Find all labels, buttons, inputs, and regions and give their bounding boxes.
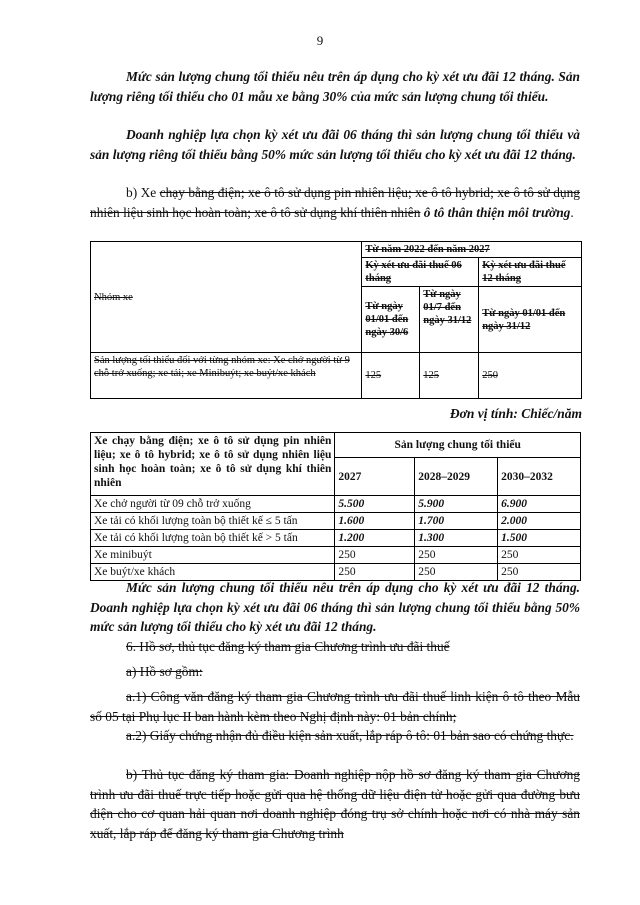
paragraph-section-6: 6. Hồ sơ, thủ tục đăng ký tham gia Chương trình ưu đãi thuế	[126, 639, 450, 654]
new-table-value: 1.200	[335, 530, 415, 547]
old-table-value: 250	[479, 353, 582, 399]
new-table-value: 1.700	[415, 513, 498, 530]
paragraph-vehicle-b	[90, 183, 580, 222]
old-table-value: 125	[420, 353, 479, 399]
new-table-value: 2.000	[498, 513, 581, 530]
new-table-row-label: Xe buýt/xe khách	[91, 564, 335, 581]
old-table-group-header: Nhóm xe	[91, 242, 362, 353]
old-table-sub2: Từ ngày 01/7 đến ngày 31/12	[420, 287, 479, 353]
new-table-row-label: Xe tải có khối lượng toàn bộ thiết kế > 5 tấn	[91, 530, 335, 547]
vehicle-b-struck-text: chạy bằng điện; xe ô tô sử dụng pin nhiên liệu; xe ô tô hybrid; xe ô tô sử dụng nhiên liệu sinh học hoàn toàn; xe ô tô sử dụng khí thiên nhiên	[90, 185, 581, 220]
new-table-value: 250	[498, 547, 581, 564]
page-number: 9	[316, 33, 324, 48]
old-table-sub3: Từ ngày 01/01 đến ngày 31/12	[479, 287, 582, 353]
vehicle-b-end: .	[570, 204, 574, 220]
new-table-row-label: Xe tải có khối lượng toàn bộ thiết kế ≤ 5 tấn	[91, 513, 335, 530]
unit-label: Đơn vị tính: Chiếc/năm	[449, 406, 582, 421]
new-table-value: 250	[415, 547, 498, 564]
new-table-value: 1.500	[498, 530, 581, 547]
new-volume-table	[90, 432, 581, 581]
old-table-row-label: Sản lượng tối thiểu đối với từng nhóm xe: Xe chở người từ 9 chỗ trở xuống; xe tải; xe Minibuýt; xe buýt/xe khách	[91, 353, 362, 399]
old-table-six-month: Kỳ xét ưu đãi thuế 06 tháng	[362, 258, 479, 287]
new-table-value: 5.900	[415, 496, 498, 513]
new-table-value: 250	[415, 564, 498, 581]
paragraph-dossier: a) Hồ sơ gồm:	[126, 664, 203, 679]
new-table-value: 250	[335, 547, 415, 564]
paragraph-a2: a.2) Giấy chứng nhận đủ điều kiện sản xuất, lắp ráp ô tô: 01 bản sao có chứng thực.	[126, 728, 574, 743]
paragraph-six-month: Doanh nghiệp lựa chọn kỳ xét ưu đãi 06 tháng thì sản lượng chung tối thiểu và sản lượng riêng tối thiểu bằng 50% mức sản lượng tối thiểu cho kỳ xét ưu đãi 12 tháng.	[90, 127, 580, 162]
paragraph-a1: a.1) Công văn đăng ký tham gia Chương trình ưu đãi thuế linh kiện ô tô theo Mẫu số 05 tại Phụ lục II ban hành kèm theo Nghị định này: 01 bản chính;	[90, 689, 580, 724]
new-table-value: 250	[498, 564, 581, 581]
new-table-value: 250	[335, 564, 415, 581]
new-table-year: 2028–2029	[415, 458, 498, 496]
new-table-row-label: Xe chở người từ 09 chỗ trở xuống	[91, 496, 335, 513]
new-table-value: 5.500	[335, 496, 415, 513]
old-table-value: 125	[362, 353, 420, 399]
new-table-value: 6.900	[498, 496, 581, 513]
new-table-min-header: Sản lượng chung tối thiểu	[335, 433, 581, 458]
old-table-twelve-month: Kỳ xét ưu đãi thuế 12 tháng	[479, 258, 582, 287]
paragraph-procedure: b) Thủ tục đăng ký tham gia: Doanh nghiệp nộp hồ sơ đăng ký tham gia Chương trình ưu đãi thuế trực tiếp hoặc gửi qua hệ thống dữ liệu điện tử hoặc gửi qua đường bưu điện cho cơ quan hải quan nơi doanh nghiệp đóng trụ sở chính hoặc nơi có nhà máy sản xuất, lắp ráp để đăng ký tham gia Chương trình	[90, 767, 580, 841]
new-table-year: 2030–2032	[498, 458, 581, 496]
new-table-row-label: Xe minibuýt	[91, 547, 335, 564]
new-table-year: 2027	[335, 458, 415, 496]
old-table-sub1: Từ ngày 01/01 đến ngày 30/6	[362, 287, 420, 353]
paragraph-min-volume: Mức sản lượng chung tối thiểu nêu trên áp dụng cho kỳ xét ưu đãi 12 tháng. Sản lượng riêng tối thiểu cho 01 mẫu xe bằng 30% của mức sản lượng chung tối thiểu.	[90, 69, 580, 104]
new-table-group-header: Xe chạy bằng điện; xe ô tô sử dụng pin nhiên liệu; xe ô tô hybrid; xe ô tô sử dụng nhiên liệu sinh học hoàn toàn; xe ô tô sử dụng khí thiên nhiên	[91, 433, 335, 496]
new-table-value: 1.600	[335, 513, 415, 530]
old-table-period-header: Từ năm 2022 đến năm 2027	[362, 242, 582, 258]
vehicle-b-prefix: b) Xe	[126, 185, 160, 200]
old-volume-table	[90, 241, 582, 399]
paragraph-min-volume-new: Mức sản lượng chung tối thiểu nêu trên áp dụng cho kỳ xét ưu đãi 12 tháng. Doanh nghiệp lựa chọn kỳ xét ưu đãi 06 tháng thì sản lượng chung tối thiểu bằng 50% mức sản lượng tối thiểu cho kỳ xét ưu đãi 12 tháng.	[90, 580, 580, 634]
new-table-value: 1.300	[415, 530, 498, 547]
vehicle-b-new-text: ô tô thân thiện môi trường	[420, 204, 571, 220]
